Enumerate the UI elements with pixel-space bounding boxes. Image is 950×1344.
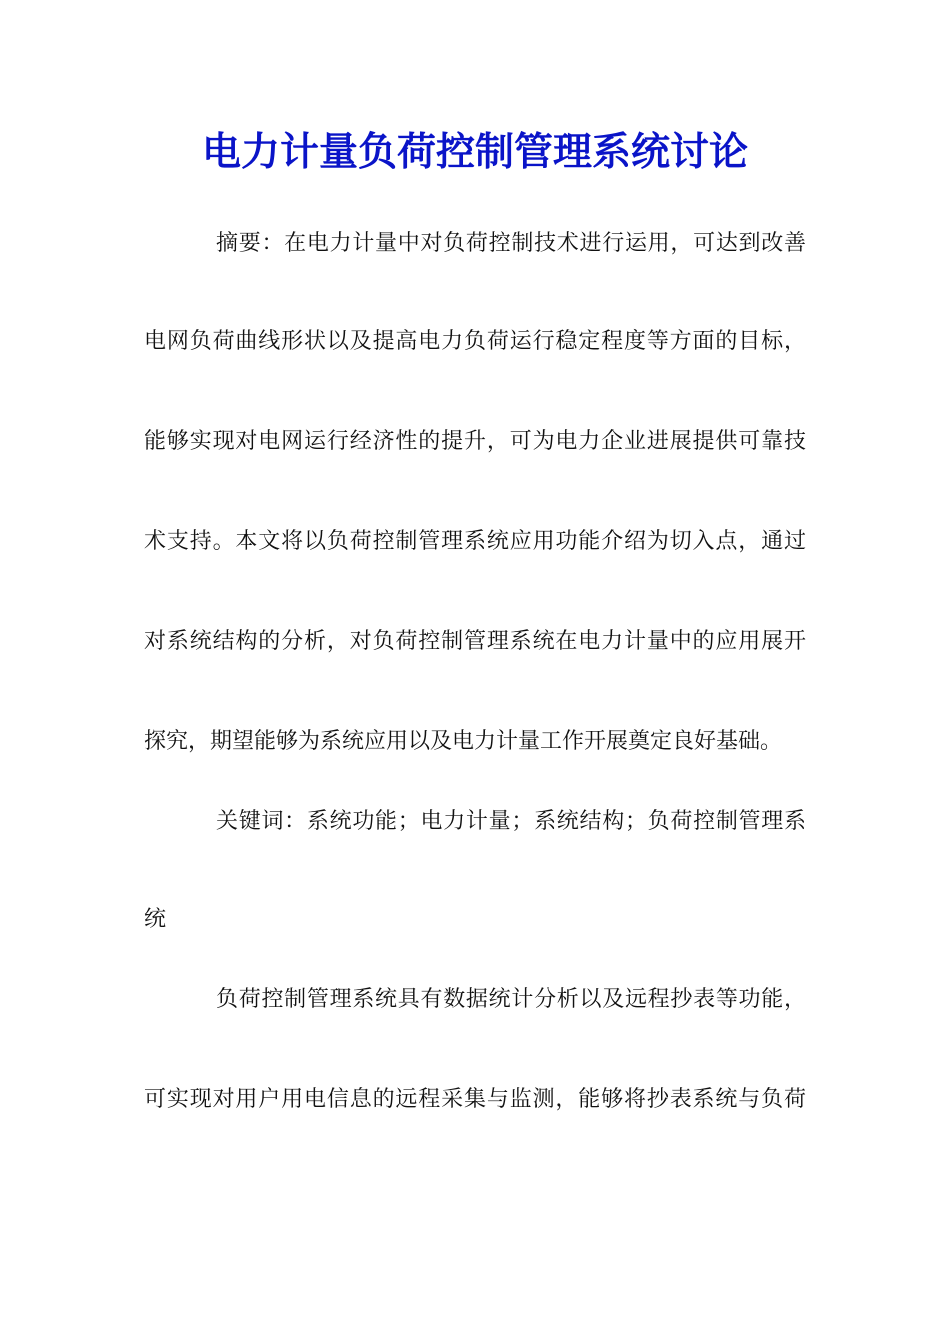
- abstract-line-3: 能够实现对电网运行经济性的提升，可为电力企业进展提供可靠技: [144, 429, 806, 454]
- document-title: 电力计量负荷控制管理系统讨论: [201, 129, 748, 175]
- abstract-line-2: 电网负荷曲线形状以及提高电力负荷运行稳定程度等方面的目标，: [144, 329, 806, 354]
- keywords-line-2: 统: [144, 907, 167, 932]
- keywords-line-1: 关键词：系统功能；电力计量；系统结构；负荷控制管理系: [216, 809, 806, 834]
- abstract-line-1: 摘要：在电力计量中对负荷控制技术进行运用，可达到改善: [216, 231, 806, 256]
- abstract-line-4: 术支持。本文将以负荷控制管理系统应用功能介绍为切入点，通过: [144, 529, 806, 554]
- body-line-1: 负荷控制管理系统具有数据统计分析以及远程抄表等功能，: [216, 987, 806, 1012]
- body-line-2: 可实现对用户用电信息的远程采集与监测，能够将抄表系统与负荷: [144, 1087, 806, 1112]
- abstract-line-6: 探究，期望能够为系统应用以及电力计量工作开展奠定良好基础。: [144, 729, 783, 754]
- abstract-line-5: 对系统结构的分析，对负荷控制管理系统在电力计量中的应用展开: [144, 629, 806, 654]
